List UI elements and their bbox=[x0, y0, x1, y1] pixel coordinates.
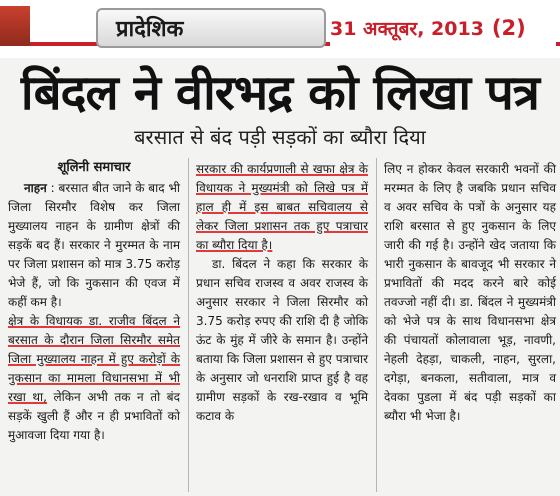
paragraph bbox=[8, 179, 180, 312]
header-band bbox=[0, 0, 560, 58]
paragraph-text: लेकिन अभी तक न तो बंद सड़कें खुली हैं और न ही प्रभावितों को मुआवजा दिया गया है। bbox=[8, 390, 180, 442]
article-column-1 bbox=[8, 158, 180, 445]
headline-text: बिंदल ने वीरभद्र को लिखा पत्र bbox=[21, 64, 539, 121]
article-column-2 bbox=[196, 160, 368, 426]
headline bbox=[0, 60, 560, 122]
paragraph-text: लिए न होकर केवल सरकारी भवनों की मरम्मत के लिए है जबकि प्रधान सचिव व अवर सचिव के पत्रों के अनुसार यह राशि बरसात से हुए नुकसान के लिए जारी की गई है। उन्होंने खेद जताया कि भारी नुकसान के बावजूद भी सरकार ने प्रभावितों की मदद करने बारे कोई तवज्जो नहीं दी। डा. बिंदल ने मुख्यमंत्री को भेजे पत्र के साथ विधानसभा क्षेत्र की पंचायतों कोलावाला भूड़, नावणी, नेहली देहड़ा, चाकली, नाहन, सुरला, दगेड़ा, बनकला, सतीवाला, मात्र व देवका पुडला में बंद पड़ी सड़कों का ब्यौरा भी भेजा है। bbox=[384, 162, 556, 423]
page-number: (2) bbox=[491, 16, 526, 40]
article-column-3 bbox=[384, 160, 556, 426]
paragraph bbox=[196, 160, 368, 255]
dateline: नाहन bbox=[24, 181, 47, 195]
highlighted-text: सरकार की कार्यप्रणाली से खफा क्षेत्र के विधायक ने मुख्यमंत्री को लिखे पत्र में हाल ही में इस बाबत सचिवालय से लेकर जिला प्रशासन तक हुए पत्राचार का ब्यौरा दिया है। bbox=[196, 162, 368, 252]
highlighted-text: क्षेत्र के विधायक डा. राजीव बिंदल ने बरसात के दौरान जिला सिरमौर समेत जिला मुख्यालय नाहन में हुए करोड़ों के नुकसान का मामला विधानसभा में भी रखा था, bbox=[8, 314, 180, 404]
paragraph-text: डा. बिंदल ने कहा कि सरकार के प्रधान सचिव राजस्व व अवर राजस्व के अनुसार सरकार ने जिला सिरमौर को 3.75 करोड़ रुपए की राशि दी है जोकि ऊंट के मुंह में जीरे के समान है। उन्होंने बताया कि जिला प्रशासन से हुए पत्राचार के अनुसार जो धनराशि प्राप्त हुई है वह ग्रामीण सड़कों के रख-रखाव व भूमि कटाव के bbox=[196, 257, 368, 423]
section-label bbox=[96, 8, 326, 48]
column-divider bbox=[376, 158, 377, 492]
column-divider bbox=[188, 158, 189, 492]
byline: शूलिनी समाचार bbox=[57, 160, 131, 175]
issue-date: 31 अक्तूबर, 2013 bbox=[330, 18, 484, 40]
subheadline: बरसात से बंद पड़ी सड़कों का ब्यौरा दिया bbox=[134, 125, 426, 149]
paragraph bbox=[8, 312, 180, 445]
date-block bbox=[330, 10, 556, 46]
paragraph-text: : बरसात बीत जाने के बाद भी जिला सिरमौर विशेष कर जिला मुख्यालय नाहन के ग्रामीण क्षेत्रों की सड़कें बद हैं। सरकार ने मुरम्मत के नाम पर जिला प्रशासन को मात्र 3.75 करोड़ भेजे हैं, जो कि नुकसान की एवज में कहीं कम है। bbox=[8, 181, 180, 309]
section-title: प्रादेशिक bbox=[116, 17, 184, 42]
header-decoration bbox=[0, 6, 30, 46]
